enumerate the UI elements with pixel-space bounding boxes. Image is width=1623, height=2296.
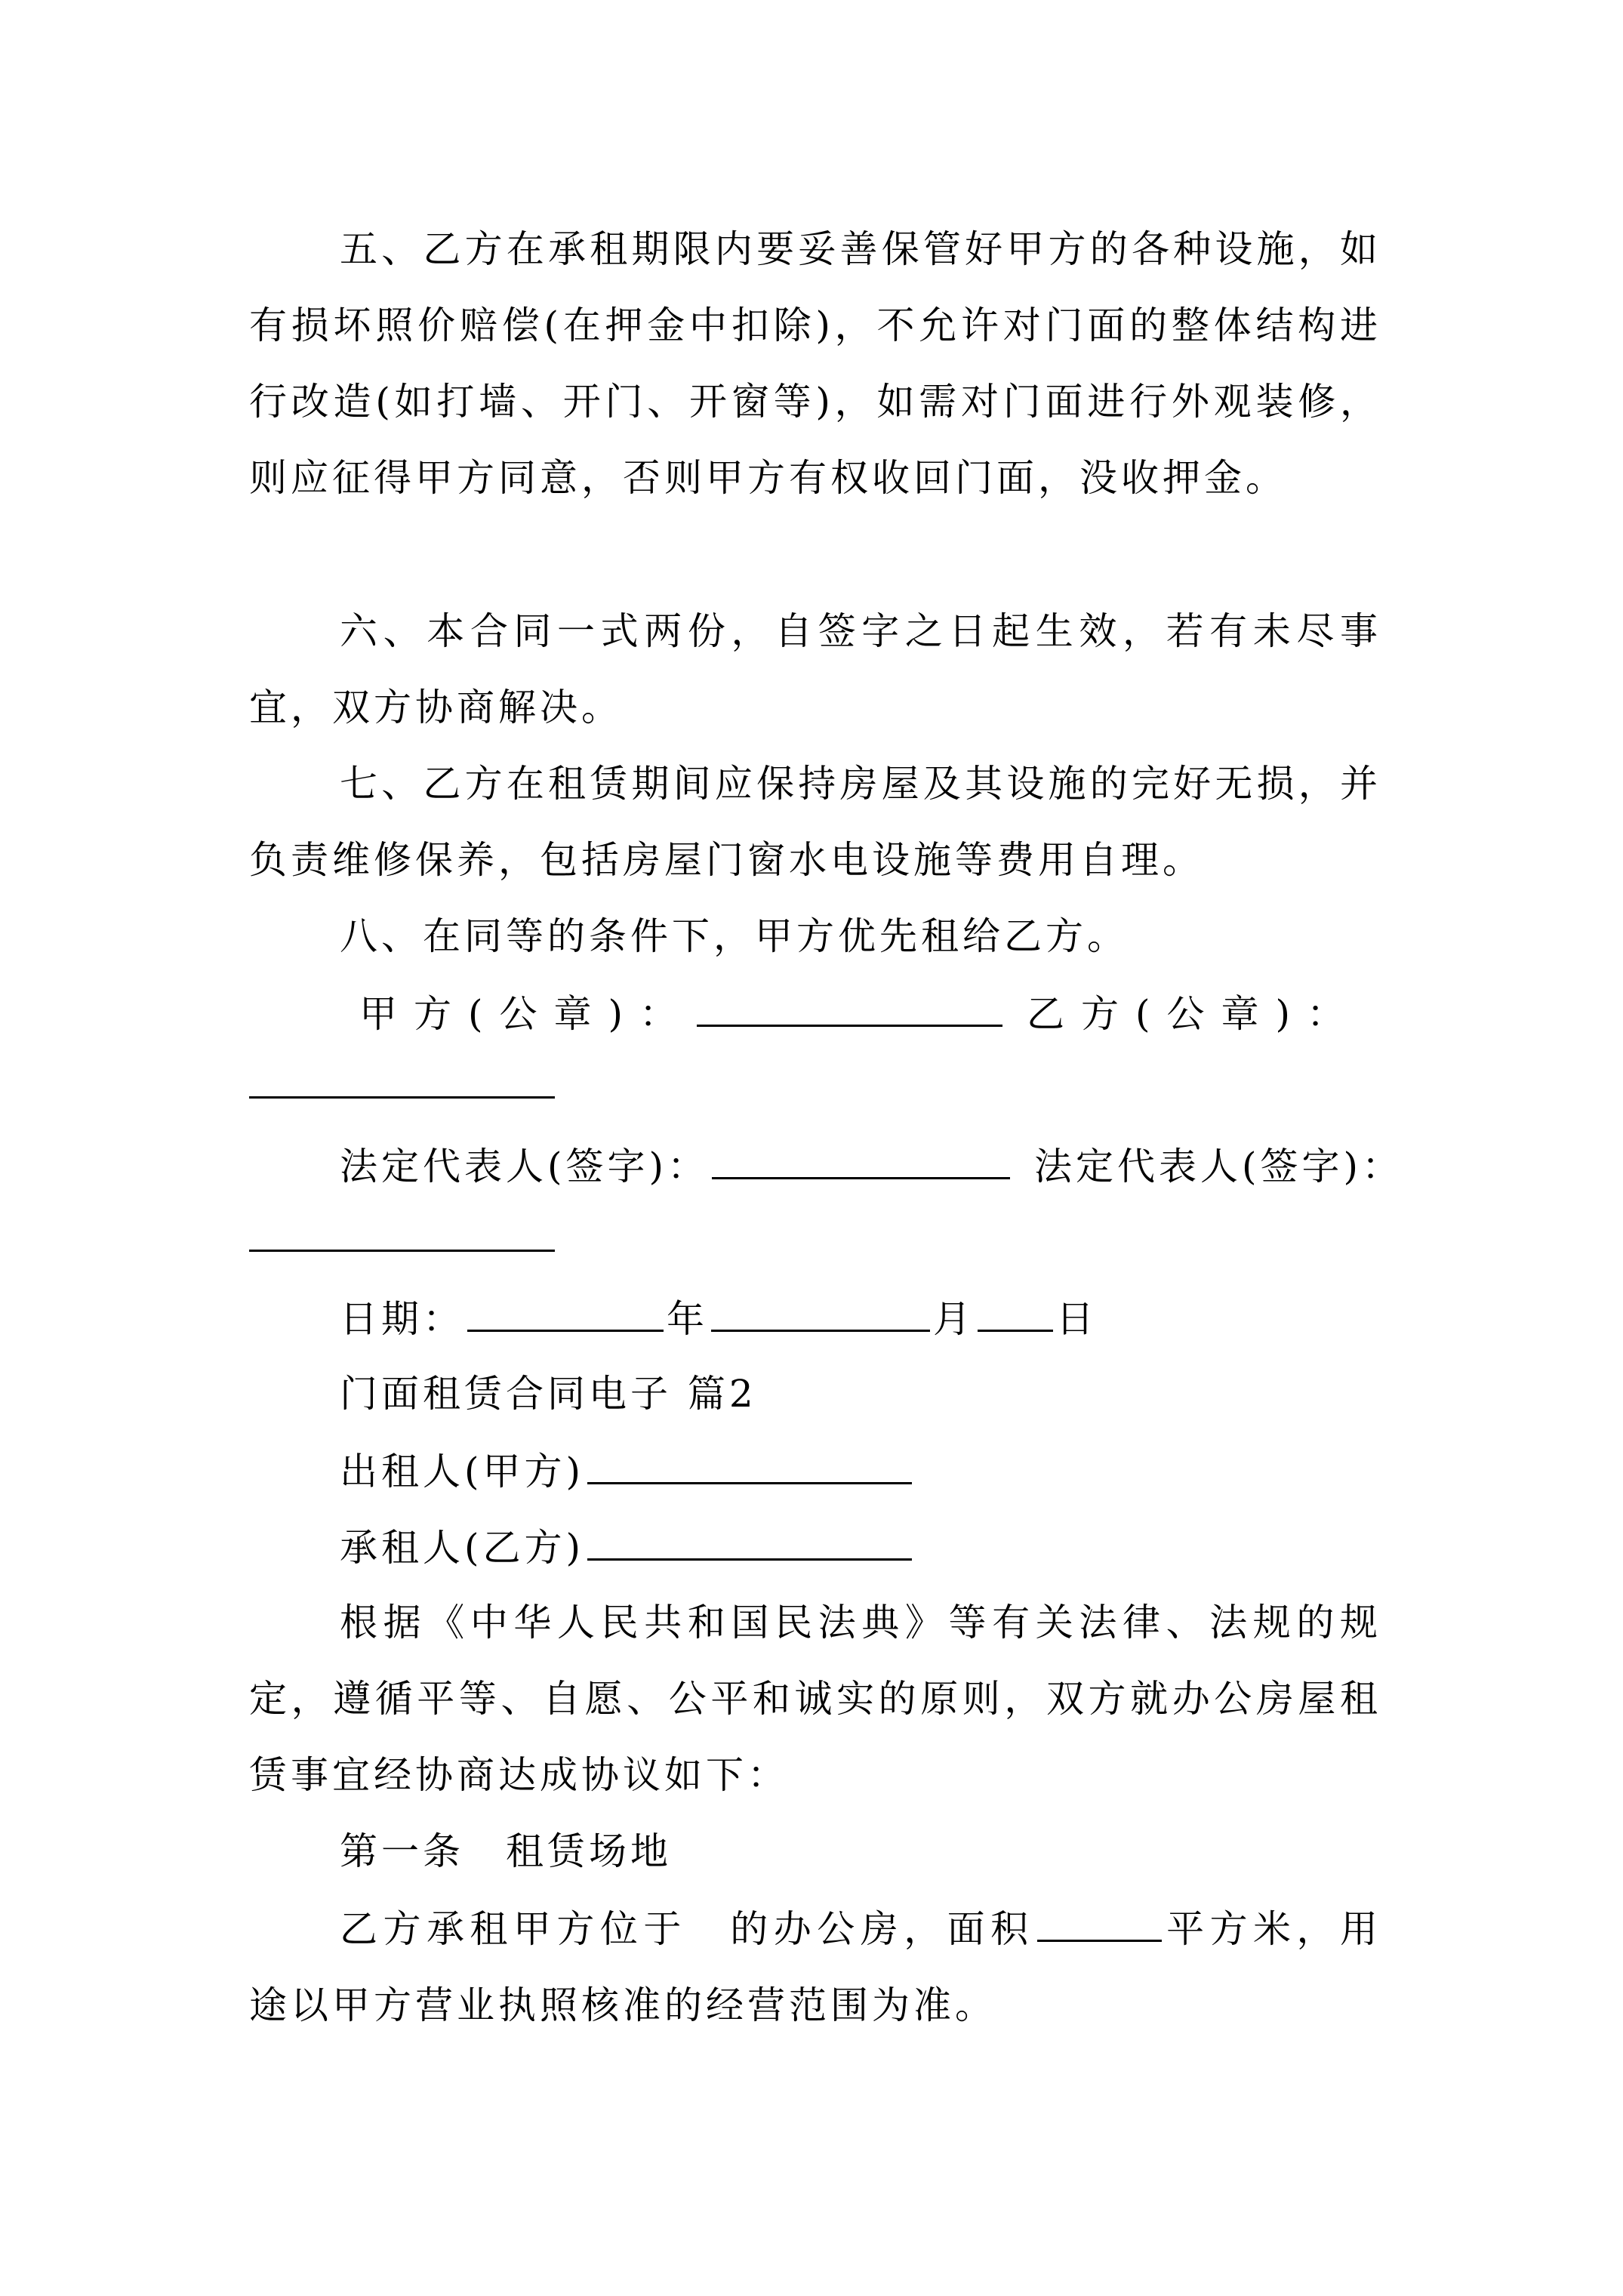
party-b-rep-label: 法定代表人(签字)： bbox=[1034, 1145, 1404, 1188]
section2-title: 门面租赁合同电子 篇2 bbox=[340, 1372, 757, 1416]
lessor-label: 出租人(甲方) bbox=[340, 1450, 585, 1493]
month-label: 月 bbox=[933, 1297, 975, 1341]
area-blank bbox=[1037, 1890, 1162, 1942]
day-blank bbox=[978, 1280, 1053, 1332]
clause-5: 五、乙方在承租期限内要妥善保管好甲方的各种设施，如有损坏照价赔偿(在押金中扣除)，不允许对门面的整体结构进行改造(如打墙、开门、开窗等)，如需对门面进行外观装修，则应征得甲方同意，否则甲方有权收回门面，没收押金。 bbox=[249, 227, 1381, 500]
date-label: 日期： bbox=[340, 1297, 464, 1341]
party-a-seal-blank bbox=[697, 975, 1002, 1027]
party-b-rep-blank bbox=[249, 1250, 555, 1252]
lessee-label: 承租人(乙方) bbox=[340, 1526, 585, 1570]
representative-line bbox=[340, 1127, 1403, 1205]
date-line bbox=[340, 1280, 1098, 1358]
party-a-rep-blank bbox=[712, 1127, 1010, 1179]
month-blank bbox=[711, 1280, 930, 1332]
clause-7: 七、乙方在租赁期间应保持房屋及其设施的完好无损，并负责维修保养，包括房屋门窗水电设施等费用自理。 bbox=[249, 762, 1381, 882]
lessor-line bbox=[340, 1432, 915, 1510]
party-b-seal-blank bbox=[249, 1096, 555, 1099]
party-b-seal-label: 乙方(公章)： bbox=[1027, 992, 1362, 1036]
lessor-blank bbox=[587, 1432, 912, 1484]
clause-8: 八、在同等的条件下，甲方优先租给乙方。 bbox=[340, 914, 1129, 958]
party-a-seal-label: 甲方(公章)： bbox=[359, 992, 694, 1036]
lessee-blank bbox=[587, 1509, 912, 1561]
article1-title: 第一条 租赁场地 bbox=[340, 1829, 672, 1873]
article1-text-b: 平方米，用途以甲方营业执照核准的经营范围为准。 bbox=[249, 1907, 1382, 2027]
year-label: 年 bbox=[667, 1297, 708, 1341]
year-blank bbox=[467, 1280, 664, 1332]
section2-intro: 根据《中华人民共和国民法典》等有关法律、法规的规定，遵循平等、自愿、公平和诚实的原则，双方就办公房屋租赁事宜经协商达成协议如下： bbox=[249, 1601, 1381, 1797]
seal-line bbox=[359, 975, 1361, 1052]
lessee-line bbox=[340, 1509, 915, 1586]
clause-6: 六、本合同一式两份，自签字之日起生效，若有未尽事宜，双方协商解决。 bbox=[249, 609, 1381, 729]
party-a-rep-label: 法定代表人(签字)： bbox=[340, 1145, 710, 1188]
article1-text bbox=[249, 1890, 1381, 2044]
article1-text-a: 乙方承租甲方位于 的办公房，面积 bbox=[340, 1907, 1034, 1951]
day-label: 日 bbox=[1056, 1297, 1098, 1341]
